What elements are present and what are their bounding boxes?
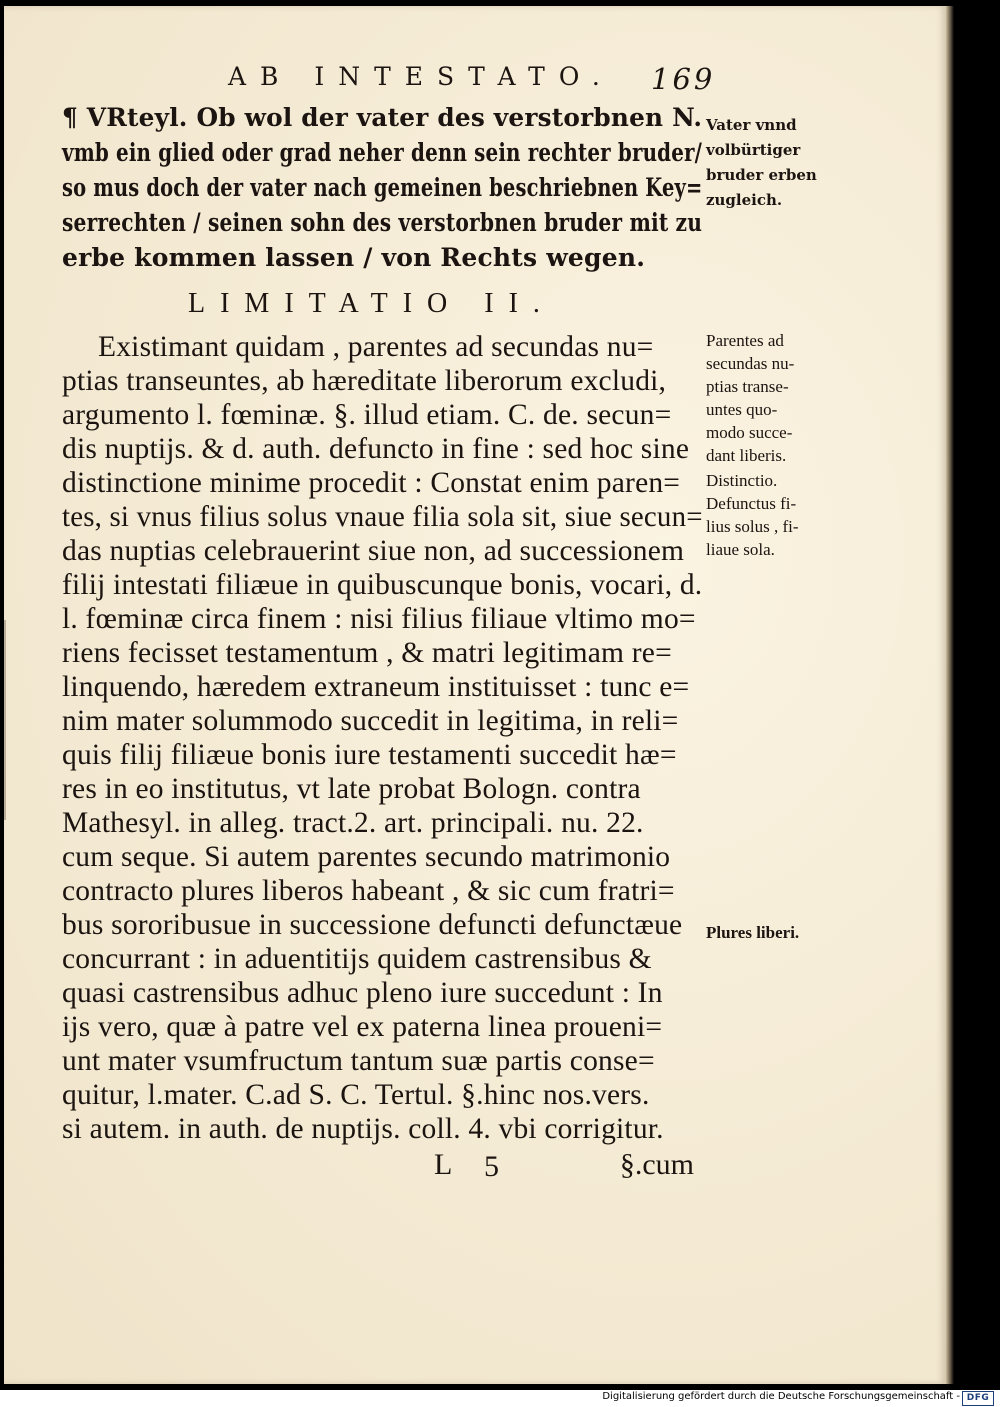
attribution-bar xyxy=(0,1390,1000,1407)
marginal-line: Distinctio. xyxy=(706,471,778,490)
marginal-note-parents xyxy=(706,330,794,468)
marginal-note-distinctio xyxy=(706,470,799,562)
marginal-line: modo succe- xyxy=(706,423,793,442)
text-line: unt mater vsumfructum tantum suæ partis conse= xyxy=(62,1045,655,1077)
marginal-line: Vater vnnd xyxy=(706,116,797,134)
gutter-shadow xyxy=(4,620,6,820)
text-line: ¶ VRteyl. Ob wol der vater des verstorbnen N. xyxy=(62,103,703,132)
catchword: §.cum xyxy=(619,1148,694,1181)
marginal-line: Defunctus fi- xyxy=(706,494,797,513)
marginal-note-german xyxy=(706,113,817,213)
marginal-line: Parentes ad xyxy=(706,331,784,350)
text-line: quis filij filiæue bonis iure testamenti succedit hæ= xyxy=(62,739,677,771)
signature-number: 5 xyxy=(484,1150,499,1183)
running-head: AB INTESTATO. xyxy=(228,62,614,91)
marginal-line: bruder erben xyxy=(706,166,817,184)
text-line: ptias transeuntes, ab hæreditate liberorum excludi, xyxy=(62,365,667,397)
text-line: serrechten / seinen sohn des verstorbnen bruder mit zu xyxy=(62,208,703,237)
marginal-line: secundas nu- xyxy=(706,354,795,373)
section-heading: LIMITATIO II. xyxy=(188,288,555,319)
text-line: vmb ein glied oder grad neher denn sein rechter bruder/ xyxy=(62,138,703,167)
page-number: 169 xyxy=(651,62,716,96)
text-line: contracto plures liberos habeant , & sic cum fratri= xyxy=(62,875,675,907)
text-line: quitur, l.mater. C.ad S. C. Tertul. §.hinc nos.vers. xyxy=(62,1079,650,1111)
marginal-line: untes quo- xyxy=(706,400,778,419)
text-line: so mus doch der vater nach gemeinen beschriebnen Key= xyxy=(62,173,703,202)
text-line: res in eo institutus, vt late probat Bologn. contra xyxy=(62,773,641,805)
text-line: si autem. in auth. de nuptijs. coll. 4. vbi corrigitur. xyxy=(62,1113,664,1145)
text-line: filij intestati filiæue in quibuscunque bonis, vocari, d. xyxy=(62,569,703,601)
marginal-line: dant liberis. xyxy=(706,446,787,465)
attribution-text: Digitalisierung gefördert durch die Deutsche Forschungsgemeinschaft - xyxy=(602,1391,960,1402)
text-line: ijs vero, quæ à patre vel ex paterna linea proueni= xyxy=(62,1011,663,1043)
text-line: distinctione minime procedit : Constat enim paren= xyxy=(62,467,681,499)
text-line: linquendo, hæredem extraneum instituisset : tunc e= xyxy=(62,671,690,703)
text-line: concurrant : in aduentitijs quidem castrensibus & xyxy=(62,943,652,975)
marginal-note-plures: Plures liberi. xyxy=(706,923,800,942)
marginal-line: liaue sola. xyxy=(706,540,775,559)
text-line: erbe kommen lassen / von Rechts wegen. xyxy=(62,243,646,272)
marginal-line: ptias transe- xyxy=(706,377,789,396)
marginal-line: zugleich. xyxy=(706,191,783,209)
marginal-line: lius solus , fi- xyxy=(706,517,799,536)
text-line: quasi castrensibus adhuc pleno iure succedunt : In xyxy=(62,977,663,1009)
text-line: nim mater solummodo succedit in legitima, in reli= xyxy=(62,705,679,737)
page-footer xyxy=(434,1148,694,1182)
text-line: bus sororibusue in successione defuncti defunctæue xyxy=(62,909,683,941)
text-line: Existimant quidam , parentes ad secundas nu= xyxy=(98,331,654,363)
text-line: das nuptias celebrauerint siue non, ad successionem xyxy=(62,535,685,567)
german-paragraph xyxy=(62,100,702,275)
text-line: Mathesyl. in alleg. tract.2. art. principali. nu. 22. xyxy=(62,807,644,839)
latin-paragraph xyxy=(62,330,702,1146)
signature-mark: L xyxy=(434,1148,453,1181)
text-line: tes, si vnus filius solus vnaue filia sola sit, siue secun= xyxy=(62,501,703,533)
text-line: dis nuptijs. & d. auth. defuncto in fine : sed hoc sine xyxy=(62,433,690,465)
text-line: riens fecisset testamentum , & matri legitimam re= xyxy=(62,637,672,669)
text-line: cum seque. Si autem parentes secundo matrimonio xyxy=(62,841,671,873)
text-line: argumento l. fœminæ. §. illud etiam. C. de. secun= xyxy=(62,399,672,431)
marginal-line: volbürtiger xyxy=(706,141,801,159)
text-line: l. fœminæ circa finem : nisi filius filiaue vltimo mo= xyxy=(62,603,696,635)
dfg-logo: DFG xyxy=(962,1391,994,1406)
page-edge xyxy=(946,6,954,1384)
